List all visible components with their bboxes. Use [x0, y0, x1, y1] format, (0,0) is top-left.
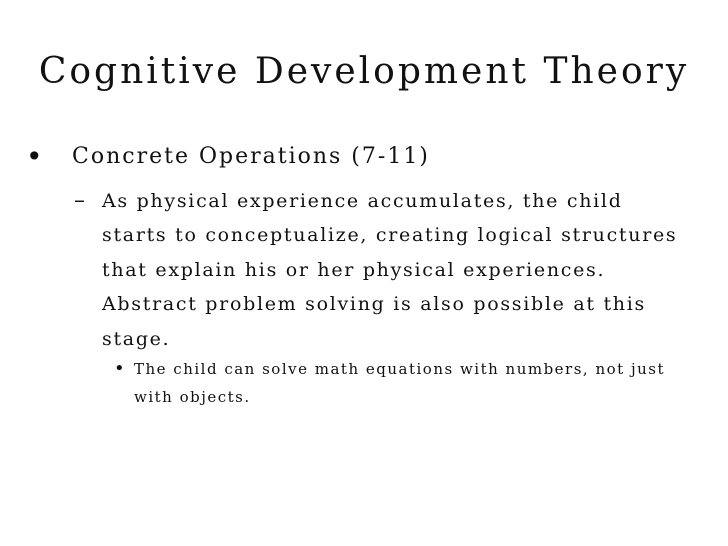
bullet-text-physical-experience: As physical experience accumulates, the child starts to conceptualize, creating logical structures that explain his or her physical experiences. Abstract problem solving is also possible at this stage.	[102, 190, 678, 350]
bullet-text-concrete-operations: Concrete Operations (7-11)	[72, 144, 430, 169]
bullet-dot-small-icon: •	[114, 358, 125, 379]
bullet-level-3	[114, 355, 684, 411]
bullet-text-math-equations: The child can solve math equations with numbers, not just with objects.	[134, 360, 665, 406]
slide-title: Cognitive Development Theory	[38, 51, 690, 92]
bullet-dash-icon: –	[74, 188, 85, 213]
bullet-level-1	[26, 139, 696, 175]
bullet-level-2	[74, 184, 694, 356]
bullet-dot-icon: •	[26, 140, 43, 173]
